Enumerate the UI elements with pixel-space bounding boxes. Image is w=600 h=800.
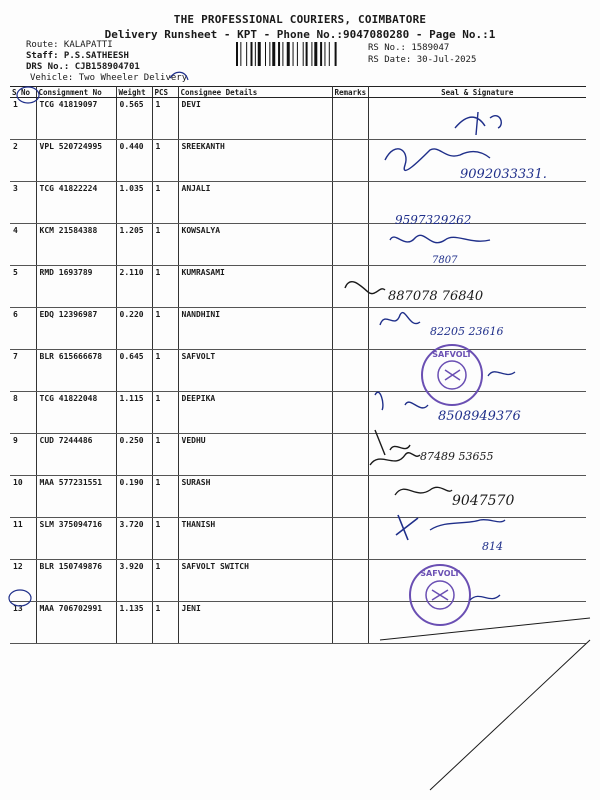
weight-cell: 1.115 — [116, 392, 152, 434]
remarks-cell — [332, 476, 368, 518]
consignment-cell: SLM 375094716 — [36, 518, 116, 560]
sno-cell: 4 — [10, 224, 36, 266]
runsheet-subtitle: Delivery Runsheet - KPT - Phone No.:9047080280 - Page No.:1 — [104, 28, 496, 41]
weight-cell: 1.135 — [116, 602, 152, 644]
pcs-cell: 1 — [152, 392, 178, 434]
weight-cell: 1.205 — [116, 224, 152, 266]
consignee-cell: VEDHU — [178, 434, 332, 476]
runsheet-table — [10, 86, 586, 644]
weight-cell: 2.110 — [116, 266, 152, 308]
signature-cell — [368, 602, 586, 644]
sno-cell: 5 — [10, 266, 36, 308]
consignee-cell: SAFVOLT — [178, 350, 332, 392]
table-row — [10, 308, 586, 350]
table-row — [10, 518, 586, 560]
pcs-cell: 1 — [152, 182, 178, 224]
handwritten-note-6: 82205 23616 — [430, 325, 504, 338]
consignment-cell: TCG 41822224 — [36, 182, 116, 224]
handwritten-phone-2: 9092033331. — [460, 167, 547, 182]
consignment-cell: MAA 706702991 — [36, 602, 116, 644]
remarks-cell — [332, 140, 368, 182]
handwritten-note-11: 9047570 — [452, 493, 515, 509]
sno-cell: 2 — [10, 140, 36, 182]
col-header-consignee: Consignee Details — [178, 87, 332, 98]
pcs-cell: 1 — [152, 350, 178, 392]
consignee-cell: SURASH — [178, 476, 332, 518]
signature-cell — [368, 434, 586, 476]
remarks-cell — [332, 392, 368, 434]
weight-cell: 0.645 — [116, 350, 152, 392]
sno-cell: 10 — [10, 476, 36, 518]
consignee-cell: DEEPIKA — [178, 392, 332, 434]
weight-cell: 1.035 — [116, 182, 152, 224]
stamp-text-row-7: SAFVOLT — [432, 350, 472, 359]
table-header-row — [10, 87, 586, 98]
consignee-cell: NANDHINI — [178, 308, 332, 350]
sno-cell: 12 — [10, 560, 36, 602]
pcs-cell: 1 — [152, 476, 178, 518]
consignee-cell: ANJALI — [178, 182, 332, 224]
consignee-cell: THANISH — [178, 518, 332, 560]
remarks-cell — [332, 602, 368, 644]
consignment-cell: KCM 21584388 — [36, 224, 116, 266]
signature-cell — [368, 308, 586, 350]
signature-cell — [368, 98, 586, 140]
consignee-cell: KUMRASAMI — [178, 266, 332, 308]
consignment-cell: CUD 7244486 — [36, 434, 116, 476]
table-row — [10, 140, 586, 182]
consignment-cell: RMD 1693789 — [36, 266, 116, 308]
pcs-cell: 1 — [152, 224, 178, 266]
consignee-cell: SAFVOLT SWITCH — [178, 560, 332, 602]
consignment-cell: BLR 615666678 — [36, 350, 116, 392]
weight-cell: 0.190 — [116, 476, 152, 518]
table-row — [10, 602, 586, 644]
signature-cell — [368, 518, 586, 560]
signature-cell — [368, 266, 586, 308]
pcs-cell: 1 — [152, 560, 178, 602]
handwritten-phone-4: 9597329262 — [395, 213, 472, 227]
consignment-cell: EDQ 12396987 — [36, 308, 116, 350]
pcs-cell: 1 — [152, 266, 178, 308]
staff-label: Staff: P.S.SATHEESH — [26, 51, 129, 61]
weight-cell: 3.720 — [116, 518, 152, 560]
consignee-cell: KOWSALYA — [178, 224, 332, 266]
consignment-cell: BLR 150749876 — [36, 560, 116, 602]
rs-number: RS No.: 1589047 — [368, 43, 450, 53]
weight-cell: 0.220 — [116, 308, 152, 350]
signature-cell — [368, 476, 586, 518]
table-row — [10, 560, 586, 602]
table-row — [10, 98, 586, 140]
consignment-cell: TCG 41822048 — [36, 392, 116, 434]
route-label: Route: KALAPATTI — [26, 40, 113, 50]
consignment-cell: MAA 577231551 — [36, 476, 116, 518]
signature-cell — [368, 140, 586, 182]
remarks-cell — [332, 350, 368, 392]
remarks-cell — [332, 308, 368, 350]
handwritten-note-10: 87489 53655 — [420, 450, 494, 463]
consignment-cell: VPL 520724995 — [36, 140, 116, 182]
signature-cell — [368, 350, 586, 392]
pcs-cell: 1 — [152, 602, 178, 644]
drs-number: DRS No.: CJB158904701 — [26, 62, 140, 72]
rs-date: RS Date: 30-Jul-2025 — [368, 55, 477, 65]
sno-cell: 7 — [10, 350, 36, 392]
consignee-cell: DEVI — [178, 98, 332, 140]
sno-cell: 13 — [10, 602, 36, 644]
remarks-cell — [332, 182, 368, 224]
col-header-signature: Seal & Signature — [368, 87, 586, 98]
table-row — [10, 182, 586, 224]
stamp-text-row-13: SAFVOLT — [420, 569, 460, 578]
remarks-cell — [332, 266, 368, 308]
col-header-pcs: PCS — [152, 87, 178, 98]
table-row — [10, 476, 586, 518]
col-header-remarks: Remarks — [332, 87, 368, 98]
col-header-consignment: Consignment No — [36, 87, 116, 98]
strike-line-2 — [430, 640, 590, 790]
handwritten-note-4: 7807 — [432, 255, 458, 266]
consignment-cell: TCG 41819097 — [36, 98, 116, 140]
company-title: THE PROFESSIONAL COURIERS, COIMBATORE — [173, 13, 427, 26]
signature-cell — [368, 224, 586, 266]
signature-cell — [368, 560, 586, 602]
sno-cell: 9 — [10, 434, 36, 476]
barcode-image — [236, 42, 352, 66]
pcs-cell: 1 — [152, 98, 178, 140]
weight-cell: 3.920 — [116, 560, 152, 602]
remarks-cell — [332, 224, 368, 266]
signature-cell — [368, 182, 586, 224]
sno-cell: 11 — [10, 518, 36, 560]
col-header-weight: Weight — [116, 87, 152, 98]
remarks-cell — [332, 434, 368, 476]
remarks-cell — [332, 560, 368, 602]
sno-cell: 1 — [10, 98, 36, 140]
sno-cell: 8 — [10, 392, 36, 434]
pcs-cell: 1 — [152, 140, 178, 182]
pcs-cell: 1 — [152, 518, 178, 560]
consignee-cell: JENI — [178, 602, 332, 644]
table-row — [10, 434, 586, 476]
pcs-cell: 1 — [152, 434, 178, 476]
signature-cell — [368, 392, 586, 434]
table-row — [10, 224, 586, 266]
col-header-sno: S No — [10, 87, 36, 98]
pcs-cell: 1 — [152, 308, 178, 350]
handwritten-note-11b: 814 — [482, 540, 503, 553]
weight-cell: 0.250 — [116, 434, 152, 476]
vehicle-label: Vehicle: Two Wheeler Delivery — [30, 73, 188, 83]
table-row — [10, 392, 586, 434]
table-row — [10, 266, 586, 308]
consignee-cell: SREEKANTH — [178, 140, 332, 182]
sno-cell: 6 — [10, 308, 36, 350]
remarks-cell — [332, 518, 368, 560]
weight-cell: 0.565 — [116, 98, 152, 140]
handwritten-phone-8: 8508949376 — [438, 409, 521, 424]
table-row — [10, 350, 586, 392]
weight-cell: 0.440 — [116, 140, 152, 182]
handwritten-note-5: 887078 76840 — [388, 289, 484, 304]
sno-cell: 3 — [10, 182, 36, 224]
remarks-cell — [332, 98, 368, 140]
